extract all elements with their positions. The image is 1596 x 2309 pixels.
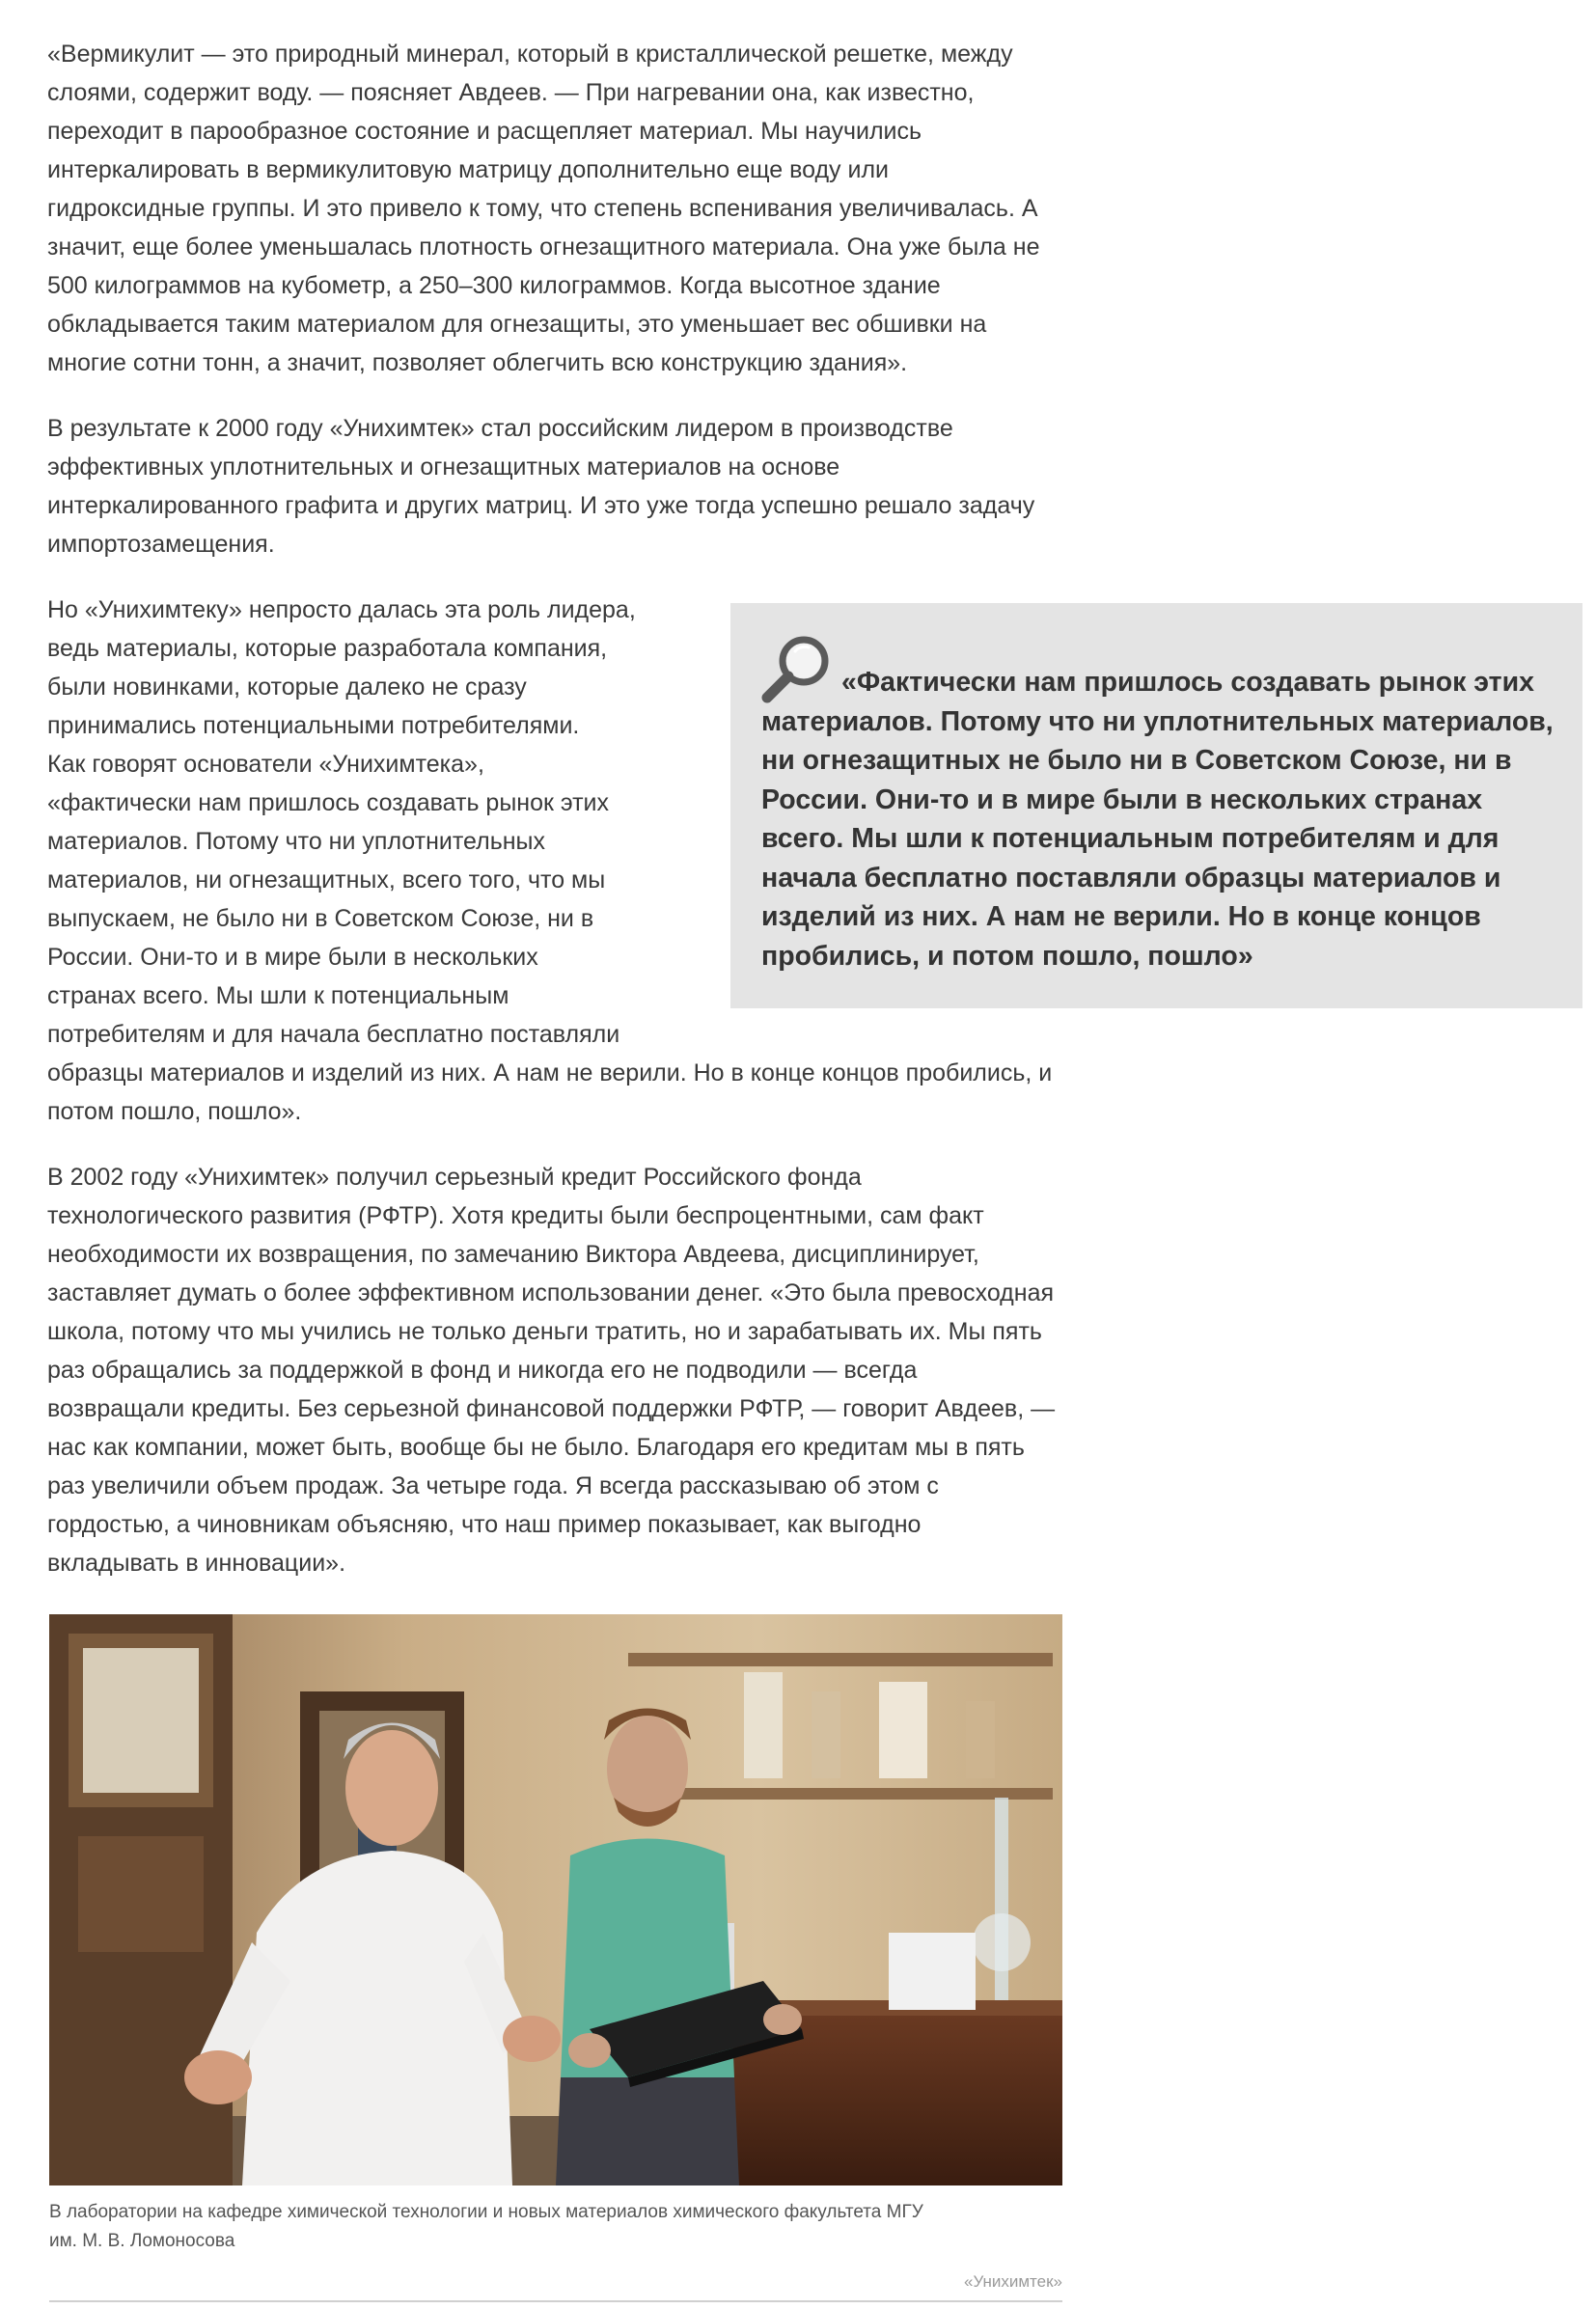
article-paragraph: В 2002 году «Унихимтек» получил серьезный кредит Российского фонда технологического развития (РФТР). Хотя кредиты были беспроцентными, сам факт необходимости их возвращения, по замечанию Виктора Авдеева, дисциплинирует, заставляет думать о более эффективном использовании денег. «Это была превосходная школа, потому что мы учились не только деньги тратить, но и зарабатывать их. Мы пять раз обращались за поддержкой в фонд и никогда его не подводили — всегда возвращали кредиты. Без серьезной финансовой поддержки РФТР, — говорит Авдеев, — нас как компании, может быть, вообще бы не было. Благодаря его кредитам мы в пять раз увеличили объем продаж. За четыре года. Я всегда рассказываю об этом с гордостью, а чиновникам объясняю, что наш пример показывает, как выгодно вкладывать в инновации». (47, 1164, 1056, 1577)
article-paragraph: В результате к 2000 году «Унихимтек» стал российским лидером в производстве эффективных уплотнительных и огнезащитных материалов на основе интеркалированного графита и других матриц. И это уже тогда успешно решало задачу импортозамещения. (47, 415, 1035, 558)
divider (49, 2300, 1062, 2302)
article-paragraph: Но «Унихимтеку» непросто далась эта роль лидера, ведь материалы, которые разработала компания, были новинками, которые далеко не сразу принимались потенциальными потребителями. Как говорят основатели «Унихимтека», «фактически нам пришлось создавать рынок этих материалов. Потому что ни уплотнительных материалов, ни огнезащитных, всего того, что мы выпускаем, не было ни в Советском Союзе, ни в России. Они-то и в мире были в нескольких странах всего. Мы шли к потенциальным потребителям и для начала бесплатно поставляли образцы материалов и изделий из них. А нам не верили. Но в конце концов пробились, и потом пошло, пошло». (47, 596, 1053, 1125)
pull-quote (730, 603, 1582, 1008)
article-paragraph: «Вермикулит — это природный минерал, который в кристаллической решетке, между слоями, содержит воду. — поясняет Авдеев. — При нагревании она, как известно, переходит в парообразное состояние и расщепляет материал. Мы научились интеркалировать в вермикулитовую матрицу дополнительно еще воду или гидроксидные группы. И это привело к тому, что степень вспенивания увеличивалась. А значит, еще более уменьшалась плотность огнезащитного материала. Она уже была не 500 килограммов на кубометр, а 250–300 килограммов. Когда высотное здание обкладывается таким материалом для огнезащиты, это уменьшает вес обшивки на многие сотни тонн, а значит, позволяет облегчить всю конструкцию здания». (47, 41, 1040, 376)
photo-credit: «Унихимтек» (964, 2272, 1062, 2291)
pull-quote-text: «Фактически нам пришлось создавать рынок этих материалов. Потому что ни уплотнительных материалов, ни огнезащитных не было ни в Советском Союзе, ни в России. Они-то и в мире были в нескольких странах всего. Мы шли к потенциальным потребителям и для начала бесплатно поставляли образцы материалов и изделий из них. А нам не верили. Но в конце концов пробились, и потом пошло, пошло» (761, 667, 1554, 972)
photo-caption: В лаборатории на кафедре химической технологии и новых материалов химического факультета МГУ им. М. В. Ломоносова (49, 2202, 923, 2251)
lab-photo (49, 1614, 1062, 2185)
